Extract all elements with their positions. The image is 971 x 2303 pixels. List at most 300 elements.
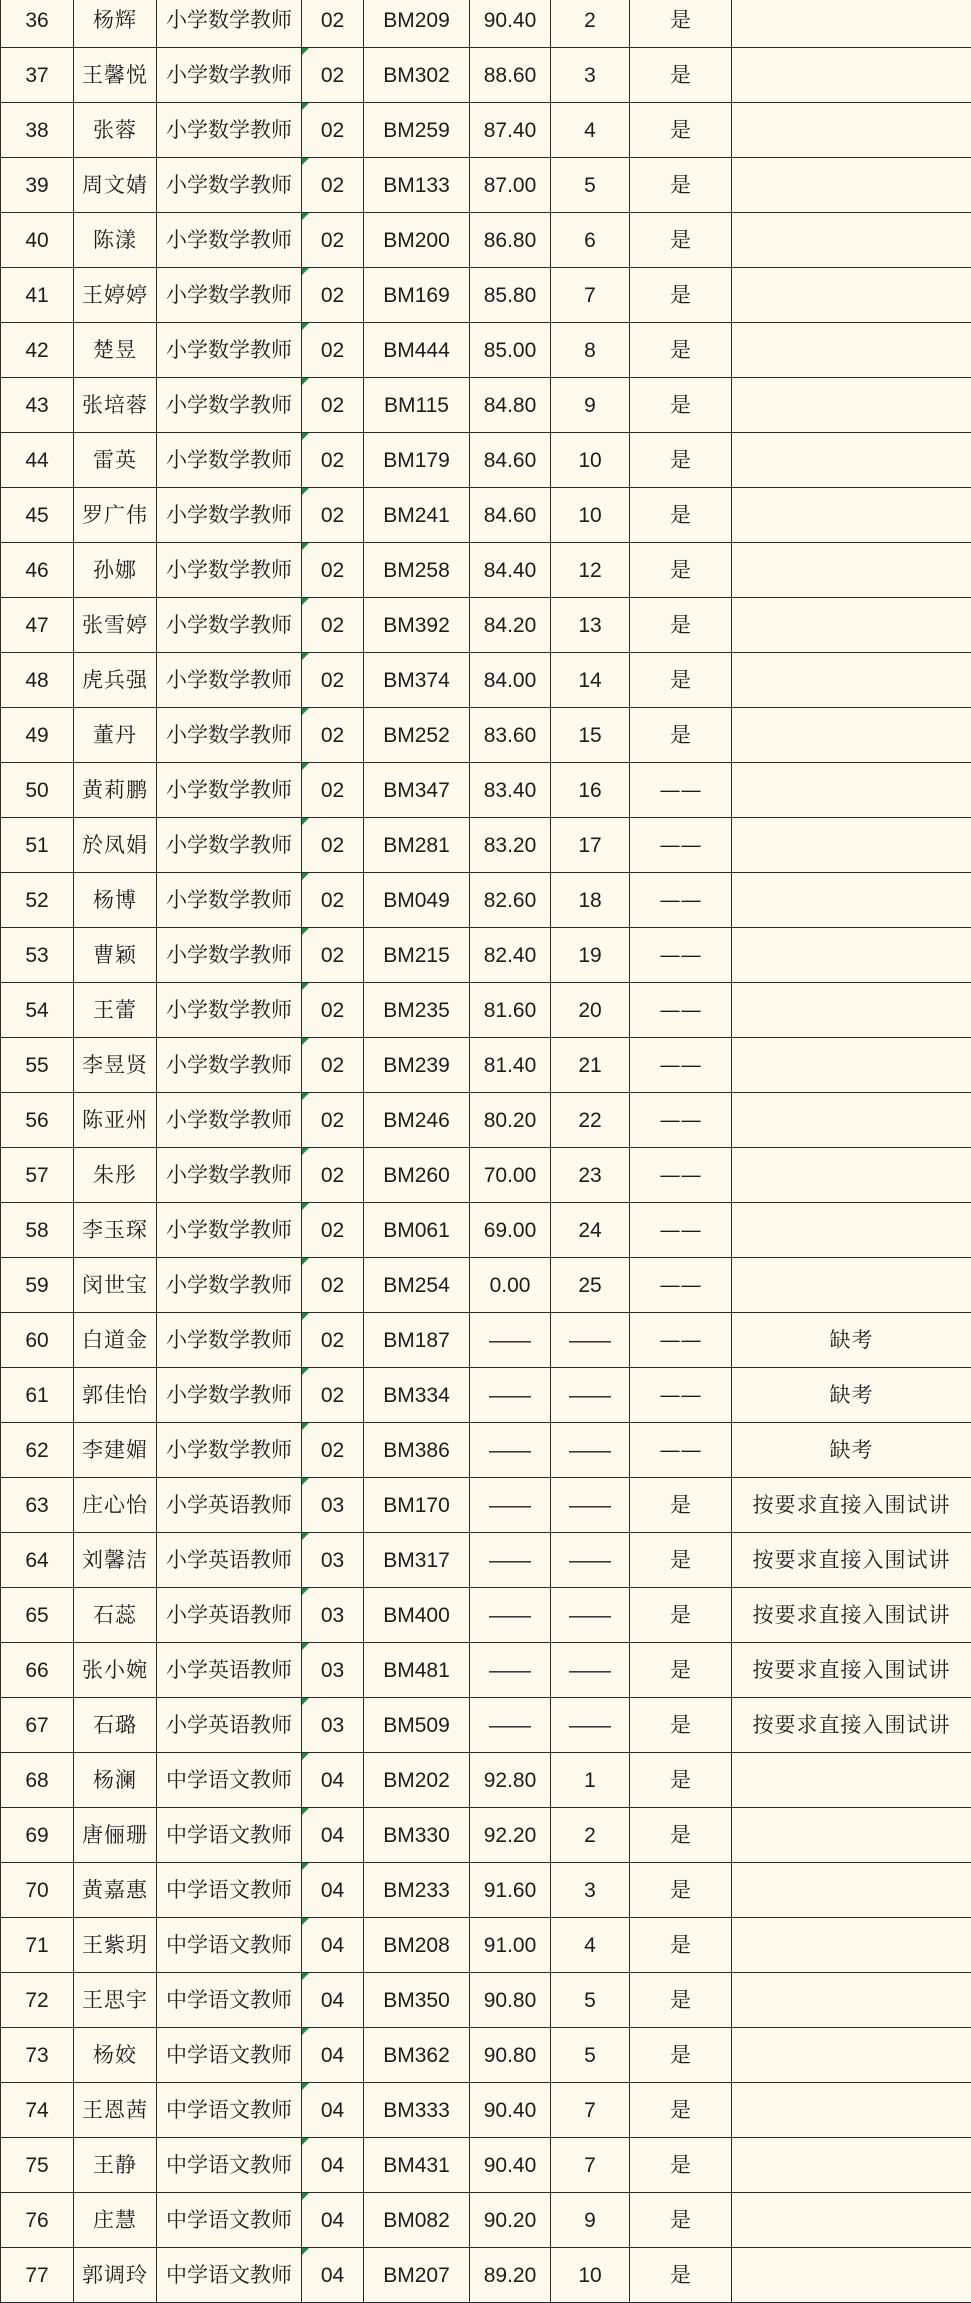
- row-number-cell: 62: [1, 1423, 74, 1478]
- remark-cell: [732, 1753, 971, 1808]
- exam-id-cell: BM233: [364, 1863, 470, 1918]
- remark-cell: [732, 213, 971, 268]
- row-number-cell: 54: [1, 983, 74, 1038]
- position-cell: 小学英语教师: [157, 1478, 302, 1533]
- position-cell: 小学数学教师: [157, 543, 302, 598]
- qualified-cell: 是: [630, 268, 732, 323]
- row-number-cell: 40: [1, 213, 74, 268]
- exam-id-cell: BM400: [364, 1588, 470, 1643]
- exam-id-cell: BM179: [364, 433, 470, 488]
- qualified-cell: 是: [630, 1918, 732, 1973]
- position-code-cell: 02: [302, 488, 364, 543]
- position-code-cell: 04: [302, 1973, 364, 2028]
- name-cell: 雷英: [74, 433, 157, 488]
- qualified-cell: 是: [630, 2028, 732, 2083]
- qualified-cell: ——: [630, 1368, 732, 1423]
- exam-id-cell: BM082: [364, 2193, 470, 2248]
- rank-cell: 10: [551, 2248, 630, 2303]
- rank-cell: 4: [551, 1918, 630, 1973]
- score-cell: ——: [470, 1533, 551, 1588]
- position-code-cell: 02: [302, 763, 364, 818]
- table-row: [1, 543, 971, 598]
- position-cell: 小学数学教师: [157, 1313, 302, 1368]
- remark-cell: [732, 1863, 971, 1918]
- position-code-cell: 02: [302, 1093, 364, 1148]
- remark-cell: [732, 1258, 971, 1313]
- qualified-cell: 是: [630, 1478, 732, 1533]
- table-row: [1, 433, 971, 488]
- position-cell: 中学语文教师: [157, 1753, 302, 1808]
- table-row: [1, 983, 971, 1038]
- score-cell: 83.60: [470, 708, 551, 763]
- position-cell: 小学数学教师: [157, 268, 302, 323]
- table-row: [1, 1973, 971, 2028]
- position-cell: 中学语文教师: [157, 2193, 302, 2248]
- table-row: [1, 268, 971, 323]
- score-cell: ——: [470, 1698, 551, 1753]
- rank-cell: 7: [551, 2083, 630, 2138]
- score-cell: 83.20: [470, 818, 551, 873]
- row-number-cell: 51: [1, 818, 74, 873]
- qualified-cell: 是: [630, 1753, 732, 1808]
- exam-id-cell: BM254: [364, 1258, 470, 1313]
- score-cell: 81.60: [470, 983, 551, 1038]
- remark-cell: [732, 103, 971, 158]
- position-code-cell: 02: [302, 433, 364, 488]
- rank-cell: 9: [551, 378, 630, 433]
- remark-cell: 按要求直接入围试讲: [732, 1533, 971, 1588]
- exam-id-cell: BM061: [364, 1203, 470, 1258]
- position-cell: 小学数学教师: [157, 598, 302, 653]
- position-code-cell: 04: [302, 2248, 364, 2303]
- rank-cell: 4: [551, 103, 630, 158]
- name-cell: 周文婧: [74, 158, 157, 213]
- row-number-cell: 60: [1, 1313, 74, 1368]
- qualified-cell: ——: [630, 1313, 732, 1368]
- remark-cell: [732, 1203, 971, 1258]
- name-cell: 杨博: [74, 873, 157, 928]
- qualified-cell: ——: [630, 983, 732, 1038]
- name-cell: 王蕾: [74, 983, 157, 1038]
- exam-id-cell: BM241: [364, 488, 470, 543]
- name-cell: 黄莉鹏: [74, 763, 157, 818]
- score-cell: 91.00: [470, 1918, 551, 1973]
- row-number-cell: 63: [1, 1478, 74, 1533]
- exam-id-cell: BM252: [364, 708, 470, 763]
- table-row: [1, 158, 971, 213]
- rank-cell: ——: [551, 1368, 630, 1423]
- qualified-cell: ——: [630, 1093, 732, 1148]
- table-row: [1, 1313, 971, 1368]
- score-cell: 87.00: [470, 158, 551, 213]
- row-number-cell: 55: [1, 1038, 74, 1093]
- qualified-cell: 是: [630, 543, 732, 598]
- table-row: [1, 1918, 971, 1973]
- rank-cell: 10: [551, 488, 630, 543]
- rank-cell: 13: [551, 598, 630, 653]
- row-number-cell: 65: [1, 1588, 74, 1643]
- exam-id-cell: BM431: [364, 2138, 470, 2193]
- exam-id-cell: BM392: [364, 598, 470, 653]
- score-cell: 92.20: [470, 1808, 551, 1863]
- score-cell: ——: [470, 1588, 551, 1643]
- remark-cell: [732, 763, 971, 818]
- qualified-cell: 是: [630, 213, 732, 268]
- score-cell: 84.60: [470, 433, 551, 488]
- remark-cell: [732, 1038, 971, 1093]
- table-row: [1, 1863, 971, 1918]
- score-cell: 85.80: [470, 268, 551, 323]
- score-cell: ——: [470, 1478, 551, 1533]
- rank-cell: 5: [551, 2028, 630, 2083]
- exam-id-cell: BM481: [364, 1643, 470, 1698]
- position-cell: 小学数学教师: [157, 708, 302, 763]
- exam-id-cell: BM207: [364, 2248, 470, 2303]
- qualified-cell: 是: [630, 1863, 732, 1918]
- remark-cell: [732, 873, 971, 928]
- position-code-cell: 02: [302, 48, 364, 103]
- position-code-cell: 02: [302, 268, 364, 323]
- qualified-cell: ——: [630, 1423, 732, 1478]
- score-cell: 70.00: [470, 1148, 551, 1203]
- position-code-cell: 02: [302, 983, 364, 1038]
- position-code-cell: 04: [302, 2193, 364, 2248]
- position-code-cell: 03: [302, 1533, 364, 1588]
- position-cell: 小学数学教师: [157, 213, 302, 268]
- name-cell: 张小婉: [74, 1643, 157, 1698]
- rank-cell: 17: [551, 818, 630, 873]
- row-number-cell: 42: [1, 323, 74, 378]
- row-number-cell: 66: [1, 1643, 74, 1698]
- remark-cell: [732, 543, 971, 598]
- exam-id-cell: BM334: [364, 1368, 470, 1423]
- rank-cell: ——: [551, 1423, 630, 1478]
- position-cell: 小学数学教师: [157, 0, 302, 48]
- table-row: [1, 818, 971, 873]
- position-cell: 小学英语教师: [157, 1698, 302, 1753]
- position-cell: 小学数学教师: [157, 1038, 302, 1093]
- remark-cell: [732, 1918, 971, 1973]
- rank-cell: 5: [551, 158, 630, 213]
- position-cell: 小学英语教师: [157, 1533, 302, 1588]
- qualified-cell: 是: [630, 1588, 732, 1643]
- exam-id-cell: BM187: [364, 1313, 470, 1368]
- position-cell: 小学数学教师: [157, 158, 302, 213]
- table-row: [1, 1588, 971, 1643]
- position-code-cell: 02: [302, 0, 364, 48]
- name-cell: 虎兵强: [74, 653, 157, 708]
- rank-cell: 19: [551, 928, 630, 983]
- table-row: [1, 1148, 971, 1203]
- exam-id-cell: BM133: [364, 158, 470, 213]
- position-code-cell: 03: [302, 1588, 364, 1643]
- name-cell: 郭调玲: [74, 2248, 157, 2303]
- score-cell: ——: [470, 1423, 551, 1478]
- row-number-cell: 71: [1, 1918, 74, 1973]
- remark-cell: [732, 2193, 971, 2248]
- remark-cell: [732, 818, 971, 873]
- position-code-cell: 02: [302, 103, 364, 158]
- exam-id-cell: BM115: [364, 378, 470, 433]
- position-cell: 小学数学教师: [157, 653, 302, 708]
- position-cell: 小学数学教师: [157, 48, 302, 103]
- name-cell: 石璐: [74, 1698, 157, 1753]
- position-code-cell: 02: [302, 1038, 364, 1093]
- remark-cell: [732, 2083, 971, 2138]
- score-cell: 90.40: [470, 0, 551, 48]
- name-cell: 黄嘉惠: [74, 1863, 157, 1918]
- exam-id-cell: BM246: [364, 1093, 470, 1148]
- position-cell: 中学语文教师: [157, 2028, 302, 2083]
- row-number-cell: 38: [1, 103, 74, 158]
- remark-cell: 按要求直接入围试讲: [732, 1478, 971, 1533]
- rank-cell: 7: [551, 268, 630, 323]
- qualified-cell: ——: [630, 1148, 732, 1203]
- rank-cell: 21: [551, 1038, 630, 1093]
- table-row: [1, 1203, 971, 1258]
- name-cell: 董丹: [74, 708, 157, 763]
- position-code-cell: 04: [302, 2028, 364, 2083]
- qualified-cell: 是: [630, 1973, 732, 2028]
- name-cell: 张培蓉: [74, 378, 157, 433]
- score-cell: 80.20: [470, 1093, 551, 1148]
- table-row: [1, 928, 971, 983]
- table-row: [1, 2083, 971, 2138]
- position-code-cell: 04: [302, 1918, 364, 1973]
- score-cell: ——: [470, 1643, 551, 1698]
- remark-cell: [732, 708, 971, 763]
- qualified-cell: ——: [630, 1203, 732, 1258]
- exam-id-cell: BM330: [364, 1808, 470, 1863]
- qualified-cell: 是: [630, 2138, 732, 2193]
- position-code-cell: 02: [302, 653, 364, 708]
- position-cell: 小学数学教师: [157, 323, 302, 378]
- name-cell: 朱彤: [74, 1148, 157, 1203]
- row-number-cell: 41: [1, 268, 74, 323]
- rank-cell: 20: [551, 983, 630, 1038]
- qualified-cell: ——: [630, 873, 732, 928]
- position-code-cell: 02: [302, 213, 364, 268]
- qualified-cell: 是: [630, 2248, 732, 2303]
- rank-cell: 12: [551, 543, 630, 598]
- position-cell: 中学语文教师: [157, 1863, 302, 1918]
- row-number-cell: 50: [1, 763, 74, 818]
- exam-id-cell: BM239: [364, 1038, 470, 1093]
- score-cell: 90.80: [470, 2028, 551, 2083]
- row-number-cell: 75: [1, 2138, 74, 2193]
- exam-id-cell: BM259: [364, 103, 470, 158]
- qualified-cell: 是: [630, 433, 732, 488]
- table-row: [1, 1753, 971, 1808]
- qualified-cell: 是: [630, 2083, 732, 2138]
- table-row: [1, 2193, 971, 2248]
- table-row: [1, 0, 971, 48]
- score-cell: 85.00: [470, 323, 551, 378]
- position-code-cell: 02: [302, 323, 364, 378]
- rank-cell: 22: [551, 1093, 630, 1148]
- score-cell: 84.80: [470, 378, 551, 433]
- rank-cell: 7: [551, 2138, 630, 2193]
- qualified-cell: 是: [630, 488, 732, 543]
- qualified-cell: 是: [630, 323, 732, 378]
- position-cell: 中学语文教师: [157, 1973, 302, 2028]
- exam-id-cell: BM235: [364, 983, 470, 1038]
- rank-cell: 14: [551, 653, 630, 708]
- position-cell: 中学语文教师: [157, 1918, 302, 1973]
- exam-id-cell: BM049: [364, 873, 470, 928]
- remark-cell: [732, 598, 971, 653]
- table-row: [1, 2028, 971, 2083]
- exam-id-cell: BM374: [364, 653, 470, 708]
- row-number-cell: 56: [1, 1093, 74, 1148]
- score-cell: 90.40: [470, 2138, 551, 2193]
- name-cell: 李建媚: [74, 1423, 157, 1478]
- qualified-cell: 是: [630, 0, 732, 48]
- position-cell: 小学英语教师: [157, 1588, 302, 1643]
- name-cell: 陈漾: [74, 213, 157, 268]
- name-cell: 闵世宝: [74, 1258, 157, 1313]
- remark-cell: [732, 1808, 971, 1863]
- table-row: [1, 103, 971, 158]
- score-cell: 91.60: [470, 1863, 551, 1918]
- exam-id-cell: BM169: [364, 268, 470, 323]
- table-row: [1, 708, 971, 763]
- rank-cell: ——: [551, 1698, 630, 1753]
- position-code-cell: 02: [302, 873, 364, 928]
- position-code-cell: 02: [302, 818, 364, 873]
- table-row: [1, 323, 971, 378]
- score-cell: 86.80: [470, 213, 551, 268]
- exam-id-cell: BM317: [364, 1533, 470, 1588]
- qualified-cell: 是: [630, 1698, 732, 1753]
- qualified-cell: 是: [630, 1533, 732, 1588]
- table-row: [1, 763, 971, 818]
- name-cell: 李昱贤: [74, 1038, 157, 1093]
- table-row: [1, 1808, 971, 1863]
- score-cell: 89.20: [470, 2248, 551, 2303]
- position-cell: 中学语文教师: [157, 1808, 302, 1863]
- row-number-cell: 37: [1, 48, 74, 103]
- position-cell: 中学语文教师: [157, 2083, 302, 2138]
- exam-id-cell: BM200: [364, 213, 470, 268]
- exam-id-cell: BM350: [364, 1973, 470, 2028]
- rank-cell: 8: [551, 323, 630, 378]
- name-cell: 杨姣: [74, 2028, 157, 2083]
- name-cell: 庄慧: [74, 2193, 157, 2248]
- row-number-cell: 76: [1, 2193, 74, 2248]
- name-cell: 王紫玥: [74, 1918, 157, 1973]
- position-code-cell: 04: [302, 2083, 364, 2138]
- position-cell: 小学数学教师: [157, 1203, 302, 1258]
- row-number-cell: 68: [1, 1753, 74, 1808]
- remark-cell: [732, 378, 971, 433]
- qualified-cell: 是: [630, 708, 732, 763]
- name-cell: 曹颖: [74, 928, 157, 983]
- qualified-cell: 是: [630, 378, 732, 433]
- qualified-cell: 是: [630, 48, 732, 103]
- score-cell: 87.40: [470, 103, 551, 158]
- position-code-cell: 02: [302, 1258, 364, 1313]
- name-cell: 王婷婷: [74, 268, 157, 323]
- table-row: [1, 1478, 971, 1533]
- exam-id-cell: BM260: [364, 1148, 470, 1203]
- position-cell: 小学数学教师: [157, 983, 302, 1038]
- score-cell: 81.40: [470, 1038, 551, 1093]
- qualified-cell: ——: [630, 1258, 732, 1313]
- row-number-cell: 43: [1, 378, 74, 433]
- qualified-cell: 是: [630, 158, 732, 213]
- exam-id-cell: BM333: [364, 2083, 470, 2138]
- position-cell: 小学英语教师: [157, 1643, 302, 1698]
- table-row: [1, 1258, 971, 1313]
- row-number-cell: 69: [1, 1808, 74, 1863]
- rank-cell: ——: [551, 1643, 630, 1698]
- score-cell: 84.20: [470, 598, 551, 653]
- remark-cell: [732, 2248, 971, 2303]
- remark-cell: 缺考: [732, 1368, 971, 1423]
- position-code-cell: 02: [302, 928, 364, 983]
- position-cell: 小学数学教师: [157, 378, 302, 433]
- results-table-body: [1, 0, 971, 2303]
- position-cell: 小学数学教师: [157, 1093, 302, 1148]
- position-cell: 小学数学教师: [157, 1368, 302, 1423]
- rank-cell: ——: [551, 1478, 630, 1533]
- score-cell: 92.80: [470, 1753, 551, 1808]
- position-code-cell: 02: [302, 708, 364, 763]
- position-cell: 小学数学教师: [157, 873, 302, 928]
- rank-cell: 3: [551, 1863, 630, 1918]
- position-cell: 小学数学教师: [157, 763, 302, 818]
- position-cell: 小学数学教师: [157, 103, 302, 158]
- row-number-cell: 70: [1, 1863, 74, 1918]
- score-cell: 0.00: [470, 1258, 551, 1313]
- position-code-cell: 02: [302, 543, 364, 598]
- position-code-cell: 02: [302, 1368, 364, 1423]
- row-number-cell: 48: [1, 653, 74, 708]
- position-cell: 小学数学教师: [157, 433, 302, 488]
- name-cell: 王静: [74, 2138, 157, 2193]
- row-number-cell: 49: [1, 708, 74, 763]
- exam-id-cell: BM509: [364, 1698, 470, 1753]
- row-number-cell: 39: [1, 158, 74, 213]
- score-cell: 90.80: [470, 1973, 551, 2028]
- qualified-cell: 是: [630, 1643, 732, 1698]
- score-cell: 82.60: [470, 873, 551, 928]
- row-number-cell: 61: [1, 1368, 74, 1423]
- name-cell: 罗广伟: [74, 488, 157, 543]
- name-cell: 杨辉: [74, 0, 157, 48]
- position-code-cell: 02: [302, 1423, 364, 1478]
- name-cell: 王恩茜: [74, 2083, 157, 2138]
- remark-cell: [732, 0, 971, 48]
- remark-cell: [732, 2028, 971, 2083]
- qualified-cell: ——: [630, 763, 732, 818]
- position-cell: 小学数学教师: [157, 488, 302, 543]
- position-code-cell: 02: [302, 1313, 364, 1368]
- qualified-cell: ——: [630, 1038, 732, 1093]
- table-row: [1, 213, 971, 268]
- remark-cell: [732, 1973, 971, 2028]
- name-cell: 郭佳怡: [74, 1368, 157, 1423]
- table-row: [1, 873, 971, 928]
- score-cell: 84.40: [470, 543, 551, 598]
- score-cell: 84.60: [470, 488, 551, 543]
- exam-id-cell: BM281: [364, 818, 470, 873]
- name-cell: 楚昱: [74, 323, 157, 378]
- position-code-cell: 03: [302, 1643, 364, 1698]
- score-cell: 90.40: [470, 2083, 551, 2138]
- rank-cell: 23: [551, 1148, 630, 1203]
